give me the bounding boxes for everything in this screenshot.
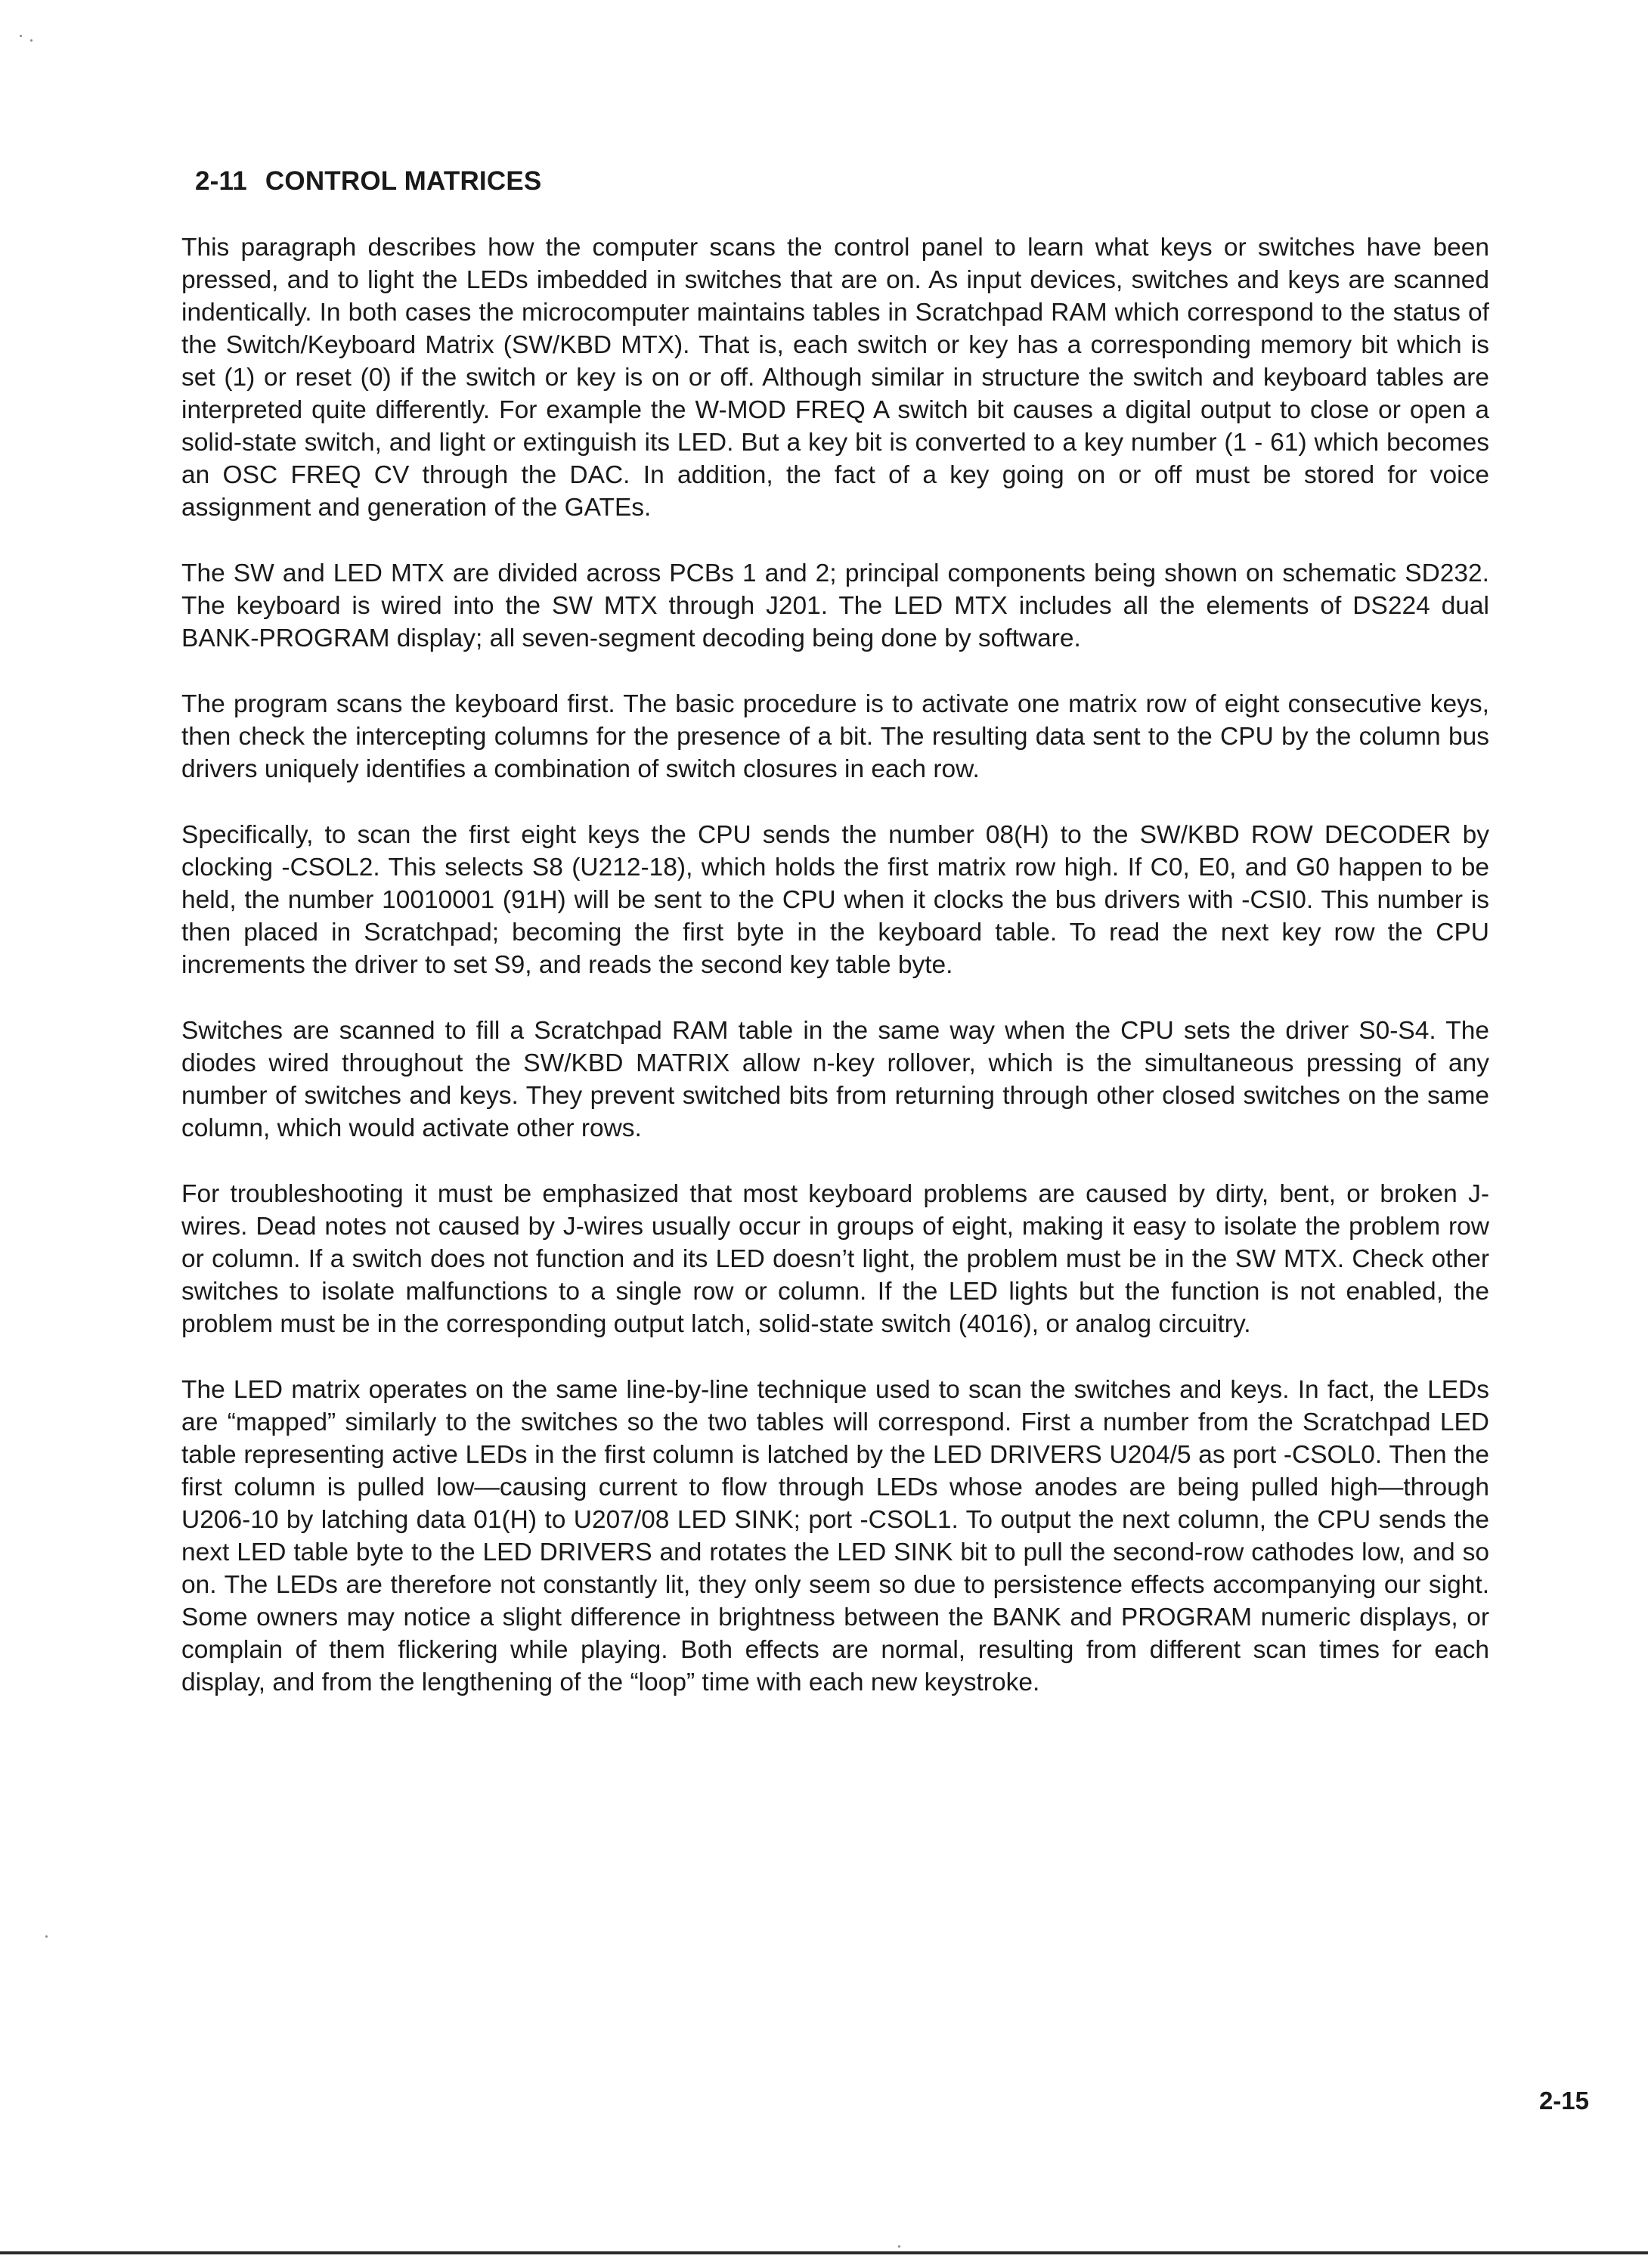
paragraph-keyboard-scan: The program scans the keyboard first. The basic procedure is to activate one matrix row of eight consecutive keys, then check the intercepting columns for the presence of a bit. The resulting data sent to the CPU by the column bus drivers uniquely identifies a combination of switch closures in each row. xyxy=(181,690,1489,783)
section-title: CONTROL MATRICES xyxy=(265,166,542,196)
page-bottom-edge xyxy=(0,2251,1648,2254)
paragraph-scan-detail: Specifically, to scan the first eight keys the CPU sends the number 08(H) to the SW/KBD ROW DECODER by clocking -CSOL2. This selects S8 (U212-18), which holds the first matrix row high. If C0, E0, and G0 happen to be held, the number 10010001 (91H) will be sent to the CPU when it clocks the bus drivers with -CSI0. This number is then placed in Scratchpad; becoming the first byte in the keyboard table. To read the next key row the CPU increments the driver to set S9, and reads the second key table byte. xyxy=(181,821,1489,979)
scan-speck xyxy=(45,1935,48,1938)
paragraph-troubleshooting: For troubleshooting it must be emphasized that most keyboard problems are caused by dirty, bent, or broken J-wires. Dead notes not caused by J-wires usually occur in groups of eight, making it easy to isolate the problem row or column. If a switch does not function and its LED doesn’t light, the problem must be in the SW MTX. Check other switches to isolate malfunctions to a single row or column. If the LED lights but the function is not enabled, the problem must be in the corresponding output latch, solid-state switch (4016), or analog circuitry. xyxy=(181,1180,1489,1338)
paragraph-led-matrix: The LED matrix operates on the same line-by-line technique used to scan the switches and keys. In fact, the LEDs are “mapped” similarly to the switches so the two tables will correspond. First a number from the Scratchpad LED table representing active LEDs in the first column is latched by the LED DRIVERS U204/5 as port -CSOL0. Then the first column is pulled low—causing current to flow through LEDs whose anodes are being pulled high—through U206-10 by latching data 01(H) to U207/08 LED SINK; port -CSOL1. To output the next column, the CPU sends the next LED table byte to the LED DRIVERS and rotates the LED SINK bit to pull the second-row cathodes low, and so on. The LEDs are therefore not constantly lit, they only seem so due to persistence effects accompanying our sight. Some owners may notice a slight difference in brightness between the BANK and PROGRAM numeric displays, or complain of them flickering while playing. Both effects are normal, resulting from different scan times for each display, and from the lengthening of the “loop” time with each new keystroke. xyxy=(181,1376,1489,1696)
paragraph-switch-scan: Switches are scanned to fill a Scratchpad RAM table in the same way when the CPU sets the driver S0-S4. The diodes wired throughout the SW/KBD MATRIX allow n-key rollover, which is the simultaneous pressing of any number of switches and keys. They prevent switched bits from returning through other closed switches on the same column, which would activate other rows. xyxy=(181,1017,1489,1142)
section-heading xyxy=(195,166,1489,197)
scan-speck xyxy=(20,35,22,37)
scan-speck xyxy=(30,39,33,42)
section-number: 2-11 xyxy=(195,166,247,196)
paragraph-matrix-layout: The SW and LED MTX are divided across PCBs 1 and 2; principal components being shown on schematic SD232. The keyboard is wired into the SW MTX through J201. The LED MTX includes all the elements of DS224 dual BANK-PROGRAM display; all seven-segment decoding being done by software. xyxy=(181,559,1489,652)
scan-speck xyxy=(898,2245,900,2248)
paragraph-intro: This paragraph describes how the computer scans the control panel to learn what keys or switches have been pressed, and to light the LEDs imbedded in switches that are on. As input devices, switches and keys are scanned indentically. In both cases the microcomputer maintains tables in Scratchpad RAM which correspond to the status of the Switch/Keyboard Matrix (SW/KBD MTX). That is, each switch or key has a corresponding memory bit which is set (1) or reset (0) if the switch or key is on or off. Although similar in structure the switch and keyboard tables are interpreted quite differently. For example the W-MOD FREQ A switch bit causes a digital output to close or open a solid-state switch, and light or extinguish its LED. But a key bit is converted to a key number (1 - 61) which becomes an OSC FREQ CV through the DAC. In addition, the fact of a key going on or off must be stored for voice assignment and generation of the GATEs. xyxy=(181,234,1489,522)
page-body xyxy=(181,166,1489,1732)
page-number: 2-15 xyxy=(1538,2087,1589,2115)
